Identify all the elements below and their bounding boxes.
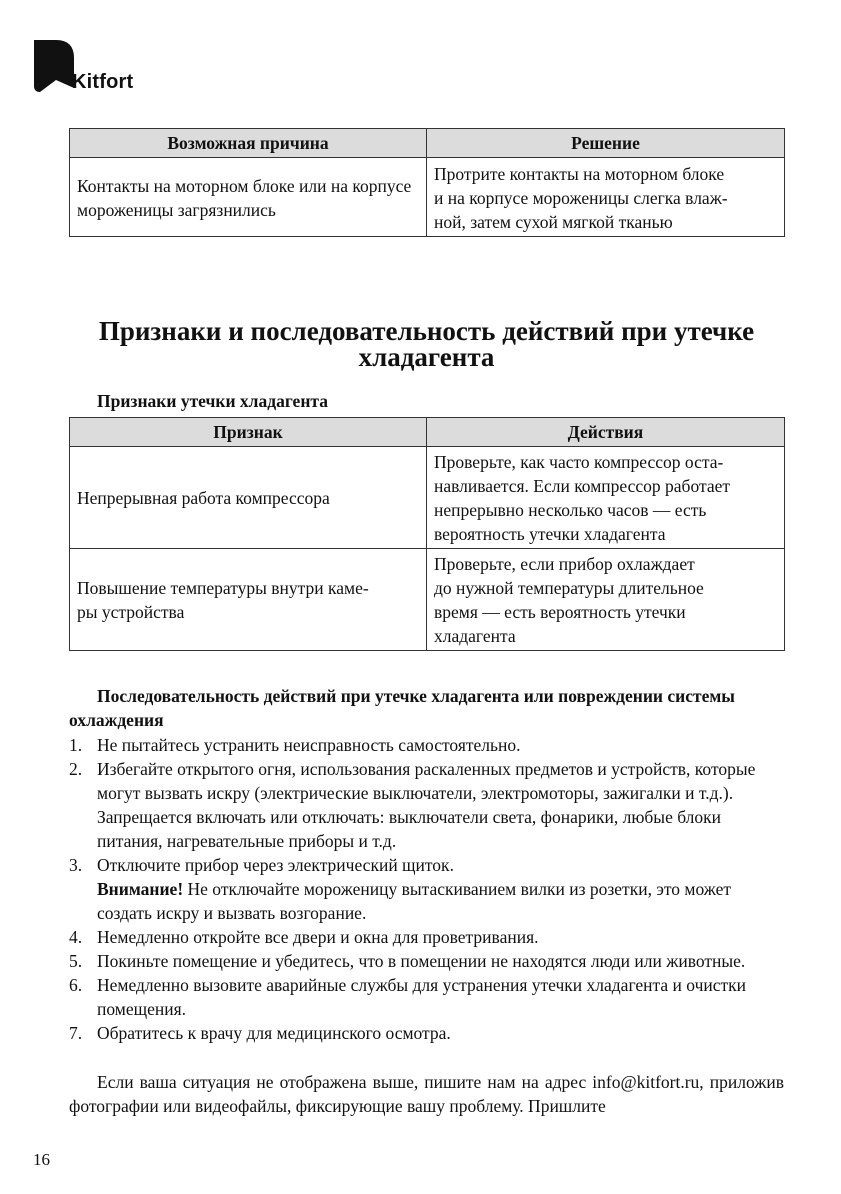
- step-text: Немедленно вызовите аварийные службы для устранения утечки хладагента и очистки помещения.: [97, 975, 747, 1019]
- warning-text: Не отключайте мороженицу вытаскиванием вилки из розетки, это может создать искру и вызвать возгорание.: [97, 879, 732, 923]
- action-line: время — есть вероятность утечки: [434, 602, 686, 622]
- section-title-line: хладагента: [358, 342, 495, 372]
- list-item: [69, 925, 784, 949]
- closing-paragraph: Если ваша ситуация не отображена выше, пишите нам на адрес info@kitfort.ru, приложив фотографии или видеофайлы, фиксирующие вашу проблему. Пришлите: [69, 1072, 784, 1116]
- table-row: [70, 447, 785, 549]
- section-title-line: Признаки и последовательность действий при утечке: [98, 316, 755, 346]
- list-item: [69, 733, 784, 757]
- solution-line: и на корпусе мороженицы слегка влаж-: [434, 187, 728, 208]
- page-number: 16: [33, 1150, 50, 1169]
- column-header-cause: Возможная причина: [70, 129, 427, 158]
- column-header-solution: Решение: [427, 129, 785, 158]
- solution-line: ной, затем сухой мягкой тканью: [434, 211, 673, 232]
- column-header-sign: Признак: [70, 418, 427, 447]
- cause-text: Контакты на моторном блоке или на корпусе мороженицы загрязнились: [77, 175, 412, 220]
- action-line: до нужной температуры длительное: [434, 578, 704, 598]
- leak-signs-table: [69, 417, 785, 651]
- step-text: Покиньте помещение и убедитесь, что в помещении не находятся люди или животные.: [97, 951, 746, 971]
- brand-logo: [34, 40, 133, 92]
- list-item: [69, 757, 784, 853]
- kitfort-logo-icon: [34, 40, 74, 92]
- action-line: хладагента: [434, 626, 516, 646]
- action-line: вероятность утечки хладагента: [434, 524, 666, 544]
- action-line: навливается. Если компрессор работает: [434, 476, 731, 496]
- step-number: 2.: [69, 759, 83, 779]
- step-number: 3.: [69, 855, 83, 875]
- step-text: Отключите прибор через электрический щиток.: [97, 855, 454, 875]
- list-item: [69, 973, 784, 1021]
- step-text: Немедленно откройте все двери и окна для проветривания.: [97, 927, 539, 947]
- sign-cell: [70, 549, 427, 651]
- step-number: 1.: [69, 735, 83, 755]
- action-cell: [427, 447, 785, 549]
- sign-line: Повышение температуры внутри каме-: [77, 578, 369, 598]
- table-row: [70, 158, 785, 237]
- step-number: 6.: [69, 975, 83, 995]
- action-line: Проверьте, как часто компрессор оста-: [434, 452, 724, 472]
- action-line: непрерывно несколько часов — есть: [434, 500, 707, 520]
- list-item: [69, 1021, 784, 1045]
- procedure-title: Последовательность действий при утечке хладагента или повреждении системы охлаждения: [69, 686, 735, 730]
- step-number: 4.: [69, 927, 83, 947]
- table-header-row: [70, 129, 785, 158]
- sign-line: ры устройства: [77, 602, 185, 622]
- column-header-actions: Действия: [427, 418, 785, 447]
- cause-cell: [70, 158, 427, 237]
- brand-name: Kitfort: [72, 71, 134, 93]
- step-text: Избегайте открытого огня, использования раскаленных предметов и устройств, которые могут вызвать искру (электрические выключатели, электромоторы, зажигалки и т.д.). Запрещается включать или отключать: выключатели света, фонарики, любые блоки питания, нагревательные приборы и т.д.: [97, 759, 756, 851]
- step-number: 7.: [69, 1023, 83, 1043]
- action-cell: [427, 549, 785, 651]
- table-header-row: [70, 418, 785, 447]
- step-number: 5.: [69, 951, 83, 971]
- step-text: Не пытайтесь устранить неисправность самостоятельно.: [97, 735, 521, 755]
- list-item: [69, 853, 784, 925]
- section-subtitle: Признаки утечки хладагента: [97, 391, 328, 411]
- warning-label: Внимание!: [97, 879, 184, 899]
- solution-line: Протрите контакты на моторном блоке: [434, 163, 725, 184]
- cause-solution-table: [69, 128, 785, 237]
- warning-note: [97, 877, 784, 925]
- sign-cell: [70, 447, 427, 549]
- list-item: [69, 949, 784, 973]
- procedure-steps-list: [69, 733, 784, 1045]
- solution-cell: [427, 158, 785, 237]
- action-line: Проверьте, если прибор охлаждает: [434, 554, 695, 574]
- section-title: [69, 318, 784, 370]
- step-text: Обратитесь к врачу для медицинского осмотра.: [97, 1023, 451, 1043]
- table-row: [70, 549, 785, 651]
- sign-text: Непрерывная работа компрессора: [77, 488, 330, 508]
